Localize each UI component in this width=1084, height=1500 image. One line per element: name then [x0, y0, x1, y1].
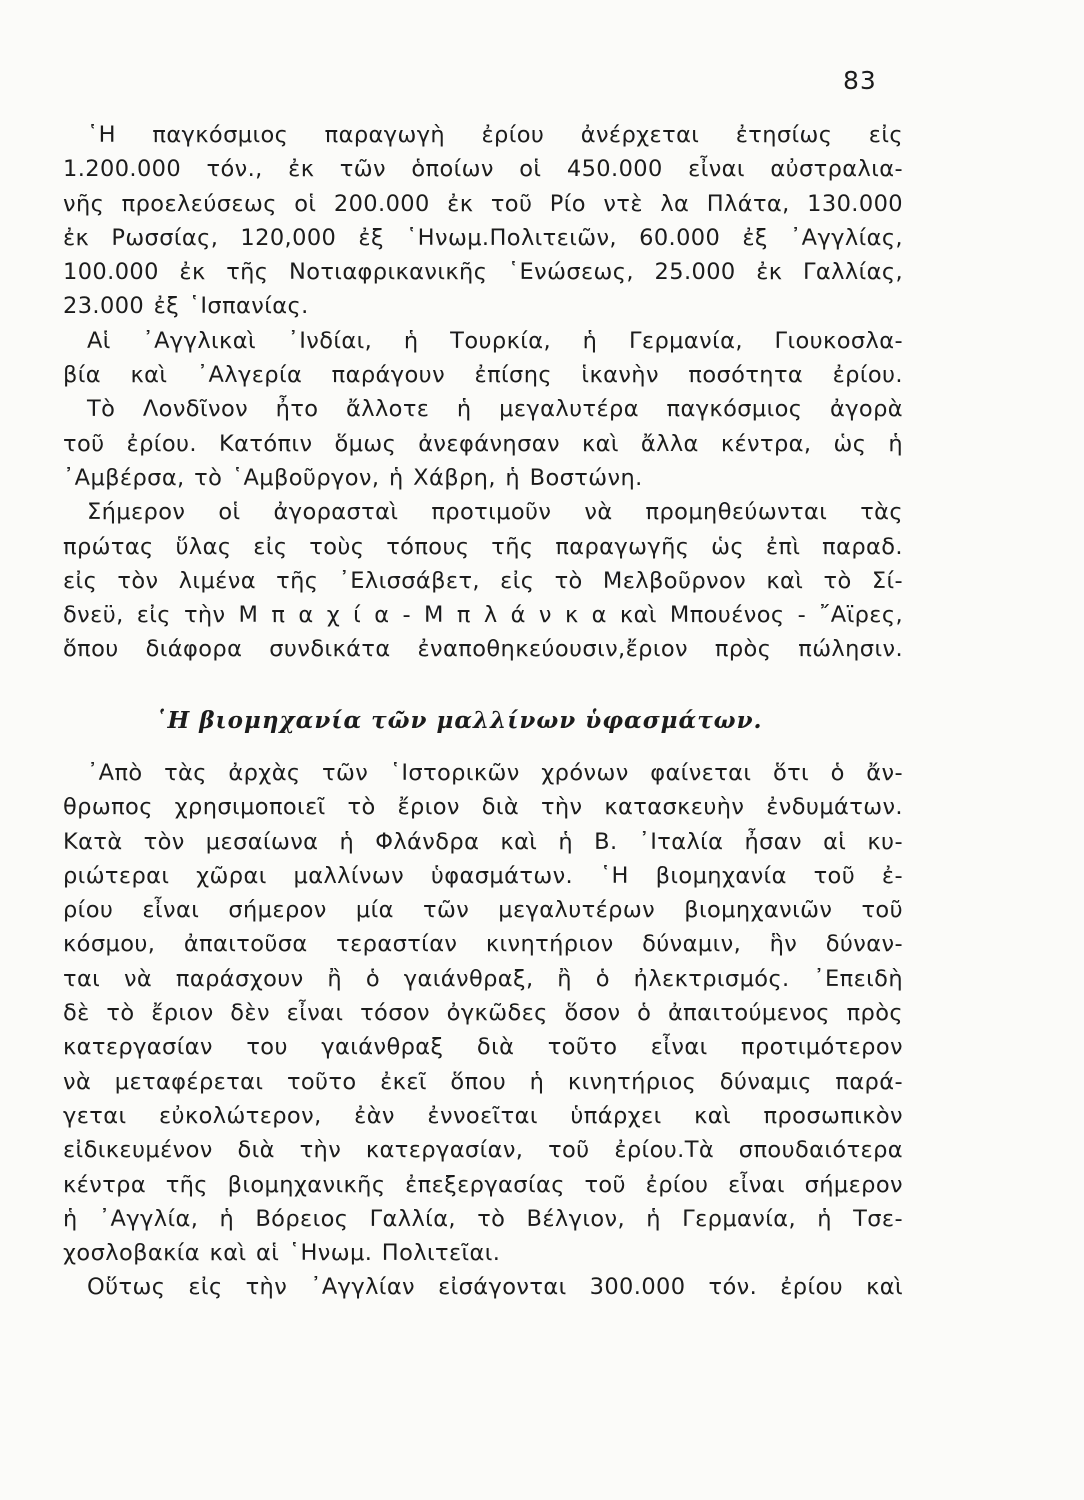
text-line: Κατὰ τὸν μεσαίωνα ἡ Φλάνδρα καὶ ἡ Β. ᾿Ιταλία ἦσαν αἱ κυ-	[63, 828, 903, 855]
text-line: ᾿Απὸ τὰς ἀρχὰς τῶν ῾Ιστορικῶν χρόνων φαίνεται ὅτι ὁ ἄν-	[87, 760, 903, 786]
text-line: νὰ μεταφέρεται τοῦτο ἐκεῖ ὅπου ἡ κινητήριος δύναμις παρά-	[63, 1068, 903, 1095]
text-line: τοῦ ἐρίου. Κατόπιν ὅμως ἀνεφάνησαν καὶ ἄλλα κέντρα, ὡς ἡ	[63, 430, 903, 457]
text-line: εἰδικευμένον διὰ τὴν κατεργασίαν, τοῦ ἐρίου.Τὰ σπουδαιότερα	[63, 1137, 903, 1164]
text-line: 100.000 ἐκ τῆς Νοτιαφρικανικῆς ῾Ενώσεως, 25.000 ἐκ Γαλλίας,	[63, 259, 903, 286]
section-heading: ῾Η βιομηχανία τῶν μαλλίνων ὑφασμάτων.	[155, 707, 763, 734]
text-line: κόσμου, ἀπαιτοῦσα τεραστίαν κινητήριον δύναμιν, ἣν δύναν-	[63, 931, 903, 958]
text-block-wool-production	[63, 118, 903, 667]
text-line: γεται εὐκολώτερον, ἐὰν ἐννοεῖται ὑπάρχει καὶ προσωπικὸν	[63, 1102, 903, 1129]
text-line: βία καὶ ᾿Αλγερία παράγουν ἐπίσης ἱκανὴν ποσότητα ἐρίου.	[63, 362, 903, 389]
text-line: ται νὰ παράσχουν ἢ ὁ γαιάνθραξ, ἢ ὁ ἠλεκτρισμός. ᾿Επειδὴ	[63, 965, 903, 992]
text-line: ῾Η παγκόσμιος παραγωγὴ ἐρίου ἀνέρχεται ἐτησίως εἰς	[87, 122, 903, 148]
text-line: Αἱ ᾿Αγγλικαὶ ᾿Ινδίαι, ἡ Τουρκία, ἡ Γερμανία, Γιουκοσλα-	[87, 327, 903, 354]
text-line: εἰς τὸν λιμένα τῆς ᾿Ελισσάβετ, εἰς τὸ Μελβοῦρνον καὶ τὸ Σί-	[63, 567, 903, 594]
text-line: ἡ ᾿Αγγλία, ἡ Βόρειος Γαλλία, τὸ Βέλγιον, ἡ Γερμανία, ἡ Τσε-	[63, 1205, 903, 1232]
text-line: κατεργασίαν του γαιάνθραξ διὰ τοῦτο εἶναι προτιμότερον	[63, 1034, 903, 1061]
text-line: θρωπος χρησιμοποιεῖ τὸ ἔριον διὰ τὴν κατασκευὴν ἐνδυμάτων.	[63, 794, 903, 821]
text-line: ριώτεραι χῶραι μαλλίνων ὑφασμάτων. ῾Η βιομηχανία τοῦ ἐ-	[63, 862, 903, 889]
text-line: ρίου εἶναι σήμερον μία τῶν μεγαλυτέρων βιομηχανιῶν τοῦ	[63, 897, 903, 924]
text-line: Σήμερον οἱ ἀγορασταὶ προτιμοῦν νὰ προμηθεύωνται τὰς	[87, 499, 903, 526]
text-line: ᾿Αμβέρσα, τὸ ῾Αμβοῦργον, ἡ Χάβρη, ἡ Βοστώνη.	[63, 464, 643, 491]
text-line: ὅπου διάφορα συνδικάτα ἐναποθηκεύουσιν,ἔριον πρὸς πώλησιν.	[63, 636, 903, 663]
text-line: Τὸ Λονδῖνον ἦτο ἄλλοτε ἡ μεγαλυτέρα παγκόσμιος ἀγορὰ	[87, 396, 903, 423]
page-number: 83	[843, 66, 877, 95]
text-line: πρώτας ὕλας εἰς τοὺς τόπους τῆς παραγωγῆς ὡς ἐπὶ παραδ.	[63, 533, 903, 560]
text-line: νῆς προελεύσεως οἱ 200.000 ἐκ τοῦ Ρίο ντὲ λα Πλάτα, 130.000	[63, 190, 903, 217]
text-line: κέντρα τῆς βιομηχανικῆς ἐπεξεργασίας τοῦ ἐρίου εἶναι σήμερον	[63, 1171, 903, 1198]
text-line: χοσλοβακία καὶ αἱ ῾Ηνωμ. Πολιτεῖαι.	[63, 1240, 501, 1267]
text-block-wool-industry	[63, 756, 903, 1305]
text-line: Οὕτως εἰς τὴν ᾿Αγγλίαν εἰσάγονται 300.000 τόν. ἐρίου καὶ	[87, 1274, 903, 1301]
text-line: δνεϋ, εἰς τὴν Μ π α χ ί α - Μ π λ ά ν κ α καὶ Μπουένος - ῎Αϊρες,	[63, 602, 903, 629]
text-line: ἐκ Ρωσσίας, 120,000 ἐξ ῾Ηνωμ.Πολιτειῶν, 60.000 ἐξ ᾿Αγγλίας,	[63, 224, 903, 251]
text-line: δὲ τὸ ἔριον δὲν εἶναι τόσον ὀγκῶδες ὅσον ὁ ἀπαιτούμενος πρὸς	[63, 1000, 903, 1027]
text-line: 23.000 ἐξ ῾Ισπανίας.	[63, 293, 309, 320]
text-line: 1.200.000 τόν., ἐκ τῶν ὁποίων οἱ 450.000 εἶναι αὐστραλια-	[63, 156, 903, 183]
